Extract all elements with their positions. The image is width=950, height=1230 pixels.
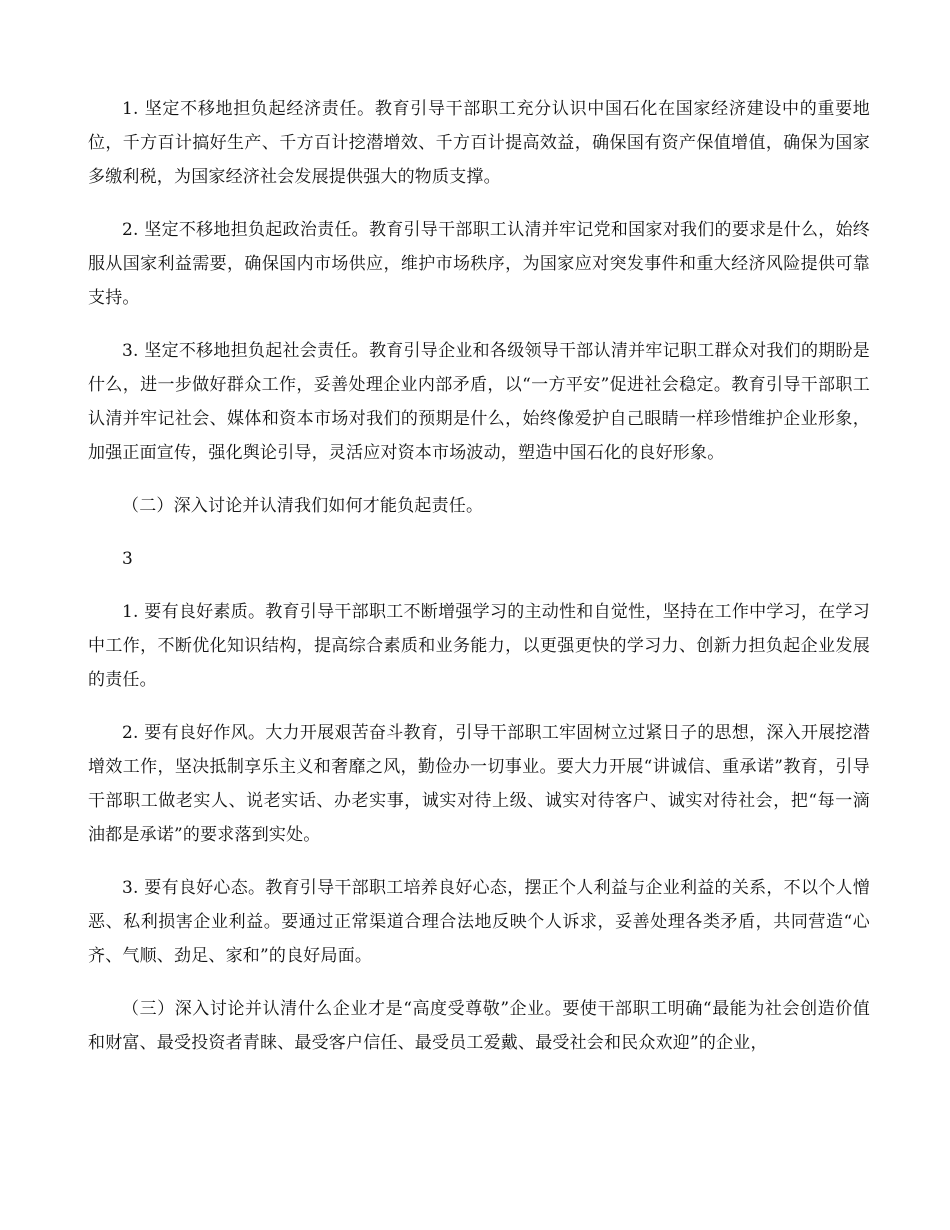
paragraph-good-quality: 1. 要有良好素质。教育引导干部职工不断增强学习的主动性和自觉性，坚持在工作中学习，在学习中工作，不断优化知识结构，提高综合素质和业务能力，以更强更快的学习力、创新力担负起企业发展的责任。 [88,602,870,690]
page-number-marker: 3 [122,549,134,569]
paragraph-good-style: 2. 要有良好作风。大力开展艰苦奋斗教育，引导干部职工牢固树立过紧日子的思想，深入开展挖潜增效工作，坚决抵制享乐主义和奢靡之风，勤俭办一切事业。要大力开展“讲诚信、重承诺”教育，引导干部职工做老实人、说老实话、办老实事，诚实对待上级、诚实对待客户、诚实对待社会，把“每一滴油都是承诺”的要求落到实处。 [88,723,870,845]
paragraph-good-mindset: 3. 要有良好心态。教育引导干部职工培养良好心态，摆正个人利益与企业利益的关系，不以个人憎恶、私利损害企业利益。要通过正常渠道合理合法地反映个人诉求，妥善处理各类矛盾，共同营造“心齐、气顺、劲足、家和”的良好局面。 [88,878,870,966]
paragraph-political-responsibility: 2. 坚定不移地担负起政治责任。教育引导干部职工认清并牢记党和国家对我们的要求是什么，始终服从国家利益需要，确保国内市场供应，维护市场秩序，为国家应对突发事件和重大经济风险提供可靠支持。 [88,220,870,308]
section-heading-how-to-take-responsibility: （二）深入讨论并认清我们如何才能负起责任。 [122,496,484,516]
document-body [88,92,870,1079]
paragraph-economic-responsibility: 1. 坚定不移地担负起经济责任。教育引导干部职工充分认识中国石化在国家经济建设中的重要地位，千方百计搞好生产、千方百计挖潜增效、千方百计提高效益，确保国有资产保值增值，确保为国家多缴利税，为国家经济社会发展提供强大的物质支撑。 [88,99,870,187]
paragraph-social-responsibility: 3. 坚定不移地担负起社会责任。教育引导企业和各级领导干部认清并牢记职工群众对我们的期盼是什么，进一步做好群众工作，妥善处理企业内部矛盾，以“一方平安”促进社会稳定。教育引导干部职工认清并牢记社会、媒体和资本市场对我们的预期是什么，始终像爱护自己眼睛一样珍惜维护企业形象，加强正面宣传，强化舆论引导，灵活应对资本市场波动，塑造中国石化的良好形象。 [88,341,870,463]
paragraph-respected-enterprise: （三）深入讨论并认清什么企业才是“高度受尊敬”企业。要使干部职工明确“最能为社会创造价值和财富、最受投资者青睐、最受客户信任、最受员工爱戴、最受社会和民众欢迎”的企业， [88,999,870,1053]
